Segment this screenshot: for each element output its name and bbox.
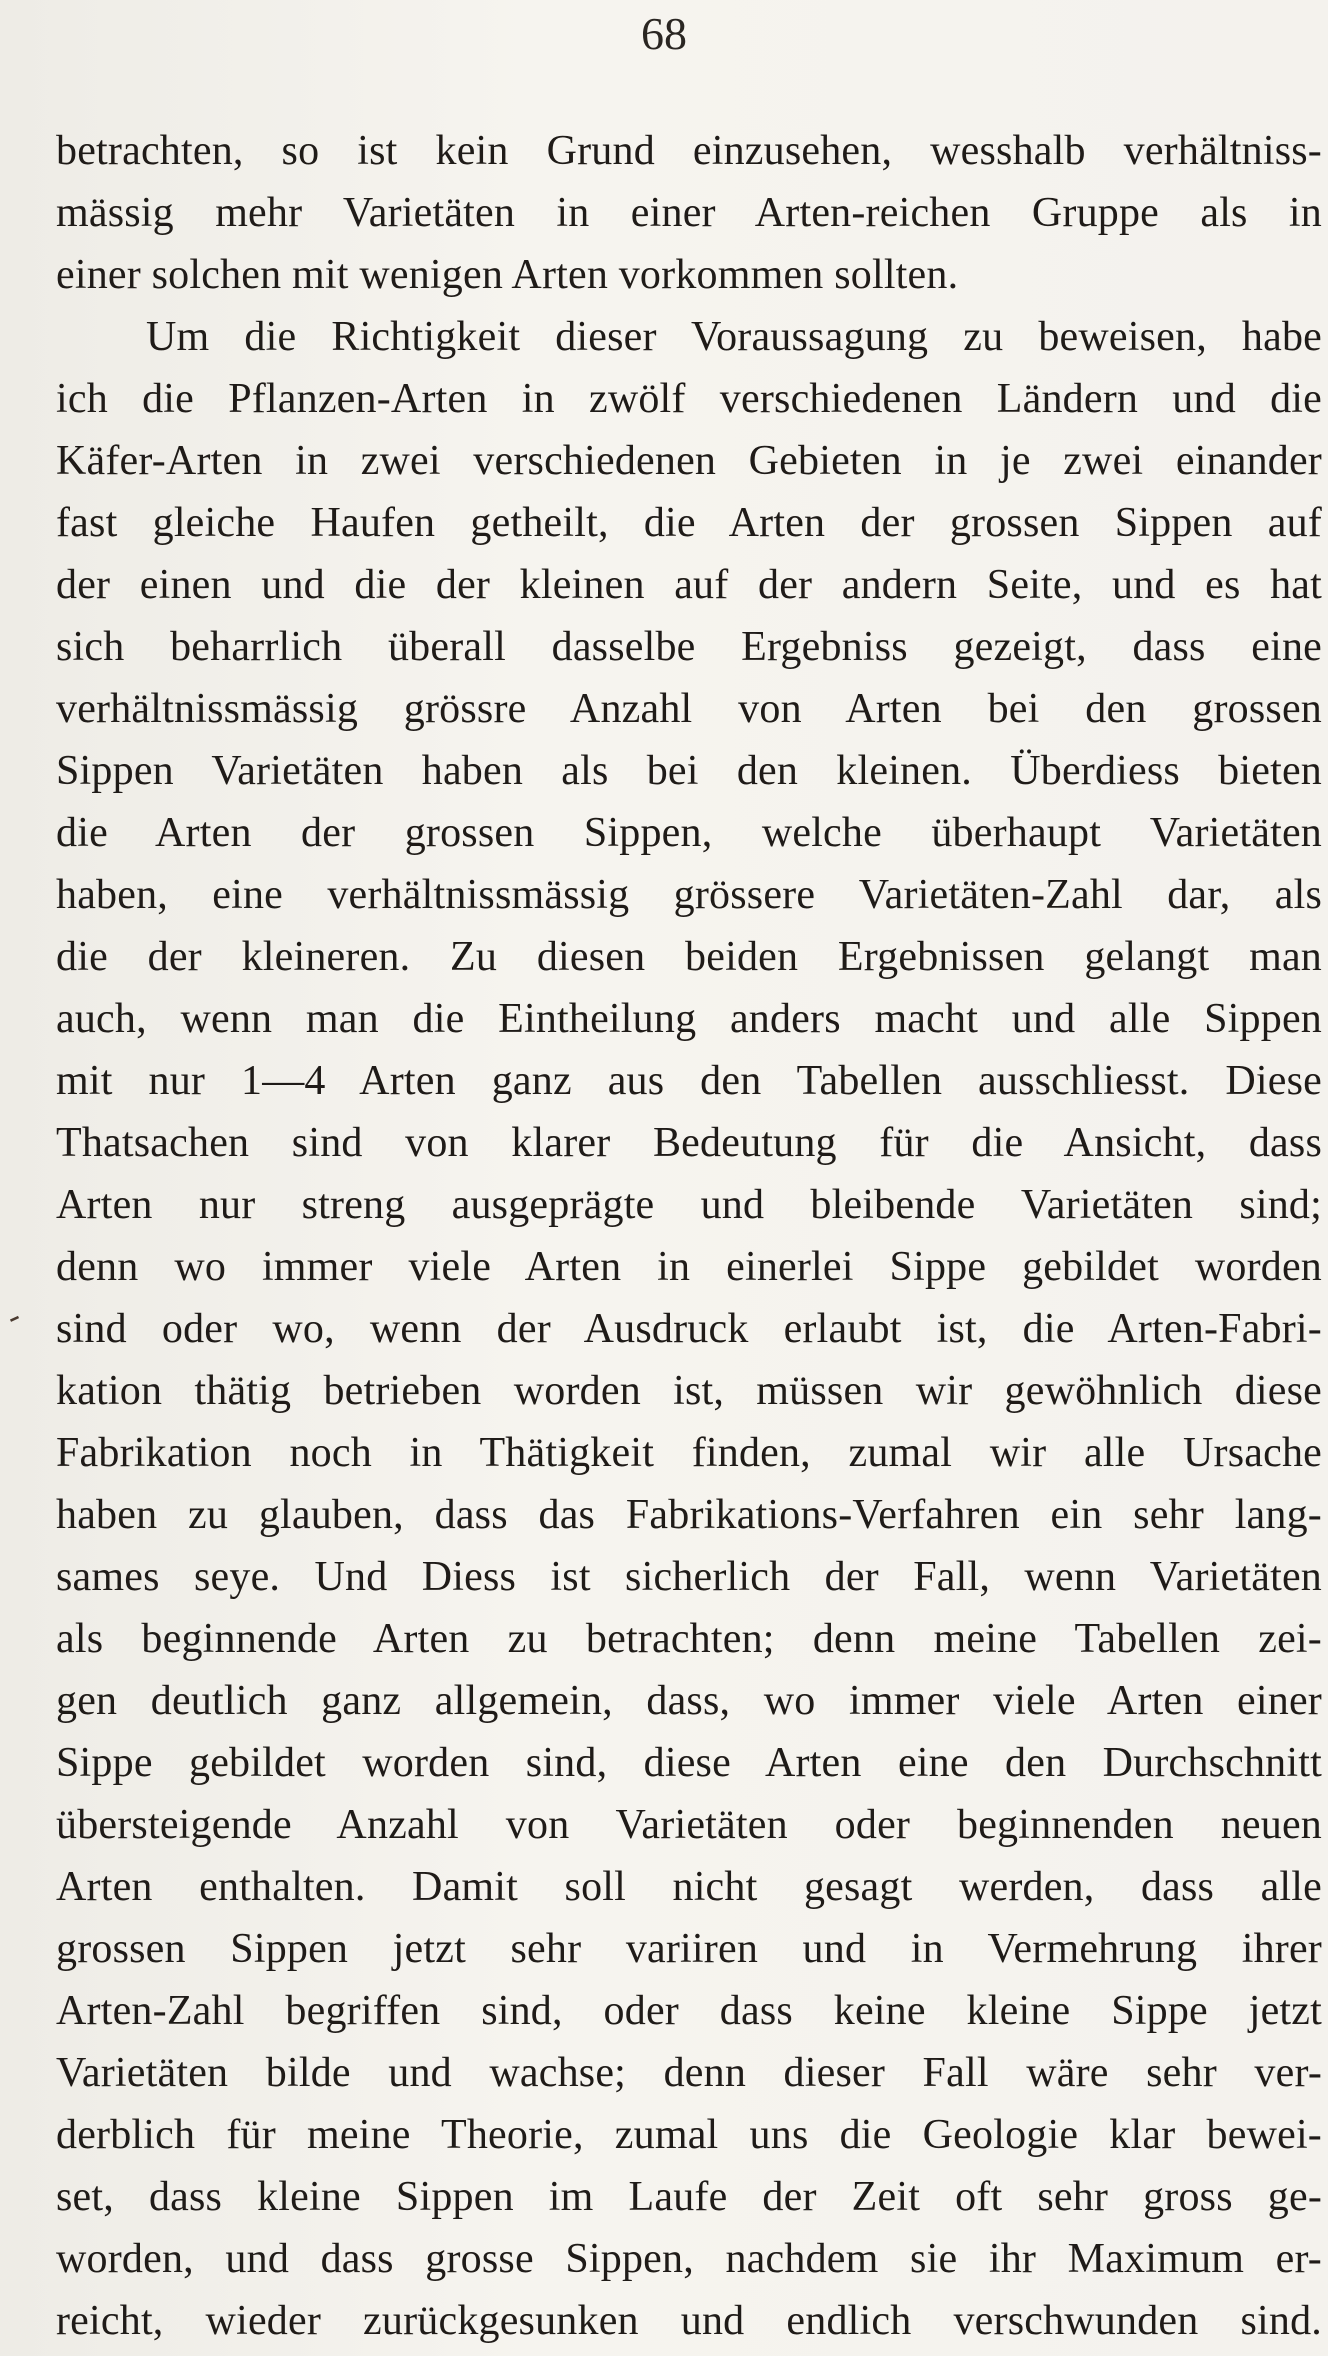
body-text [56,120,1322,2352]
text-line: die der kleineren. Zu diesen beiden Ergebnissen gelangt man [56,934,1322,980]
page-number: 68 [641,8,687,59]
text-line: Käfer-Arten in zwei verschiedenen Gebieten in je zwei einander [56,438,1322,484]
text-line: denn wo immer viele Arten in einerlei Sippe gebildet worden [56,1244,1322,1290]
text-line: einer solchen mit wenigen Arten vorkommen sollten. [56,252,959,298]
text-line: grossen Sippen jetzt sehr variiren und in Vermehrung ihrer [56,1926,1322,1972]
text-line: sames seye. Und Diess ist sicherlich der Fall, wenn Varietäten [56,1554,1322,1600]
text-line: Arten nur streng ausgeprägte und bleibende Varietäten sind; [56,1182,1322,1228]
text-line: gen deutlich ganz allgemein, dass, wo immer viele Arten einer [56,1678,1322,1724]
text-line: Fabrikation noch in Thätigkeit finden, zumal wir alle Ursache [56,1430,1322,1476]
text-line: Varietäten bilde und wachse; denn dieser Fall wäre sehr ver- [56,2050,1322,2096]
text-line: Um die Richtigkeit dieser Voraussagung zu beweisen, habe [146,314,1322,360]
text-line: derblich für meine Theorie, zumal uns die Geologie klar bewei- [56,2112,1322,2158]
text-line: mit nur 1—4 Arten ganz aus den Tabellen ausschliesst. Diese [56,1058,1322,1104]
text-line: betrachten, so ist kein Grund einzusehen, wesshalb verhältniss- [56,128,1322,174]
text-line: Sippen Varietäten haben als bei den kleinen. Überdiess bieten [56,748,1322,794]
margin-pencil-mark: - [0,1297,27,1336]
text-line: sich beharrlich überall dasselbe Ergebniss gezeigt, dass eine [56,624,1322,670]
text-line: mässig mehr Varietäten in einer Arten-reichen Gruppe als in [56,190,1322,236]
text-line: set, dass kleine Sippen im Laufe der Zeit oft sehr gross ge- [56,2174,1322,2220]
text-line: haben, eine verhältnissmässig grössere Varietäten-Zahl dar, als [56,872,1322,918]
text-line: kation thätig betrieben worden ist, müssen wir gewöhnlich diese [56,1368,1322,1414]
text-line: die Arten der grossen Sippen, welche überhaupt Varietäten [56,810,1322,856]
text-line: reicht, wieder zurückgesunken und endlich verschwunden sind. [56,2298,1322,2344]
text-line: haben zu glauben, dass das Fabrikations-Verfahren ein sehr lang- [56,1492,1322,1538]
text-line: als beginnende Arten zu betrachten; denn meine Tabellen zei- [56,1616,1322,1662]
text-line: übersteigende Anzahl von Varietäten oder beginnenden neuen [56,1802,1322,1848]
text-line: worden, und dass grosse Sippen, nachdem sie ihr Maximum er- [56,2236,1322,2282]
text-line: sind oder wo, wenn der Ausdruck erlaubt ist, die Arten-Fabri- [56,1306,1322,1352]
text-line: Thatsachen sind von klarer Bedeutung für die Ansicht, dass [56,1120,1322,1166]
text-line: fast gleiche Haufen getheilt, die Arten der grossen Sippen auf [56,500,1322,546]
text-line: Sippe gebildet worden sind, diese Arten eine den Durchschnitt [56,1740,1322,1786]
text-line: Arten-Zahl begriffen sind, oder dass keine kleine Sippe jetzt [56,1988,1322,2034]
text-line: der einen und die der kleinen auf der andern Seite, und es hat [56,562,1322,608]
text-line: verhältnissmässig grössre Anzahl von Arten bei den grossen [56,686,1322,732]
text-line: ich die Pflanzen-Arten in zwölf verschiedenen Ländern und die [56,376,1322,422]
text-line: auch, wenn man die Eintheilung anders macht und alle Sippen [56,996,1322,1042]
text-line: Arten enthalten. Damit soll nicht gesagt werden, dass alle [56,1864,1322,1910]
